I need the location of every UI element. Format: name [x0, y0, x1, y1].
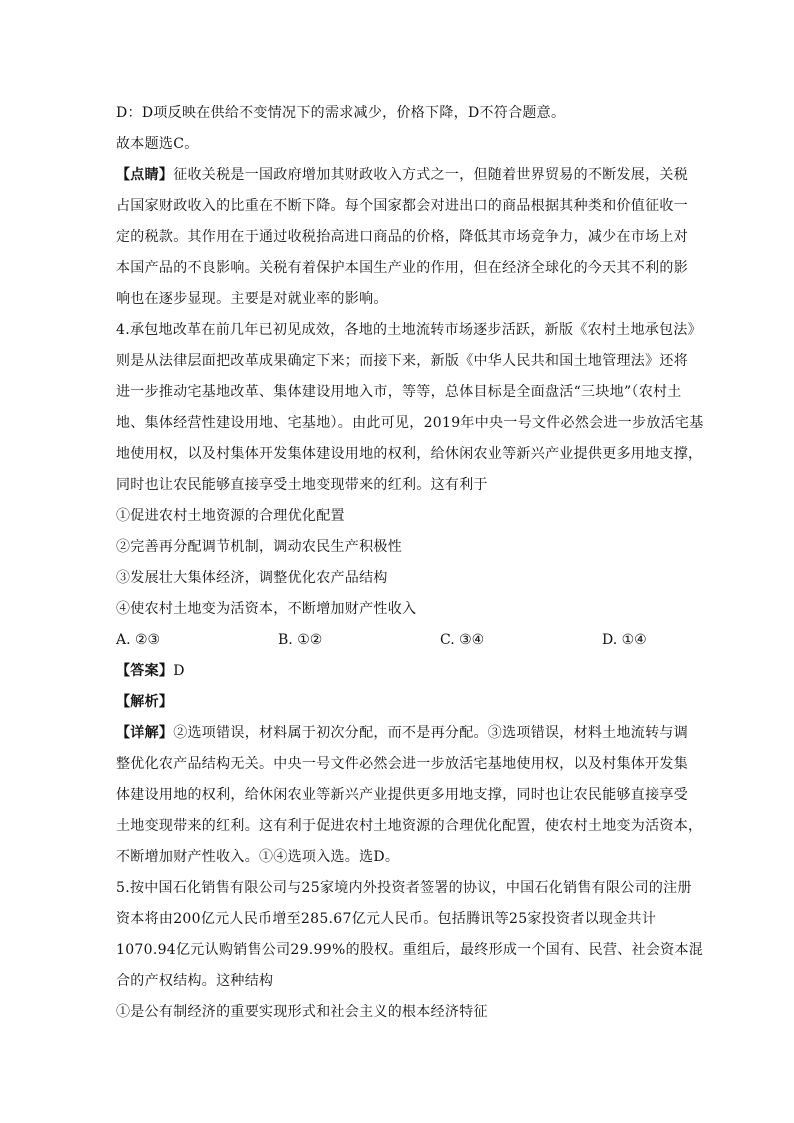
q4-stem-line: 地、集体经营性建设用地、宅基地）。由此可见，2019年中央一号文件必然会进一步放活宅基 [116, 415, 704, 431]
q5-statement: ①是公有制经济的重要实现形式和社会主义的根本经济特征 [116, 1004, 488, 1020]
q5-stem-line: 资本将由200亿元人民币增至285.67亿元人民币。包括腾讯等25家投资者以现金共计 [116, 911, 657, 927]
analysis-label: 【解析】 [116, 694, 174, 710]
q4-statement: ④使农村土地变为活资本，不断增加财产性收入 [116, 601, 417, 617]
tip-line [116, 160, 689, 191]
q4-stem-line: 同时也让农民能够直接享受土地变现带来的红利。这有利于 [116, 477, 488, 493]
q4-stem-line: 则是从法律层面把改革成果确定下来；而接下来，新版《中华人民共和国土地管理法》还将 [116, 353, 688, 369]
q4-statement: ②完善再分配调节机制，调动农民生产积极性 [116, 539, 402, 555]
q4-option-a: A. ②③ [116, 632, 161, 648]
q4-stem-line: 4.承包地改革在前几年已初见成效，各地的土地流转市场逐步活跃，新版《农村土地承包法》 [116, 322, 702, 338]
conclusion: 故本题选C。 [116, 136, 199, 152]
q4-statement: ③发展壮大集体经济，调整优化农产品结构 [116, 570, 388, 586]
q4-stem-line: 进一步推动宅基地改革、集体建设用地入市，等等，总体目标是全面盘活“三块地”（农村土 [116, 384, 682, 400]
document-page [116, 98, 704, 1028]
tip-line: 本国产品的不良影响。关税有着保护本国生产业的作用，但在经济全球化的今天其不利的影 [116, 260, 688, 276]
q5-stem-line: 1070.94亿元认购销售公司29.99%的股权。重组后，最终形成一个国有、民营、社会资本混 [116, 942, 704, 958]
q4-options [116, 625, 682, 656]
q4-detail-line: 土地变现带来的红利。这有利于促进农村土地资源的合理优化配置，使农村土地变为活资本， [116, 818, 703, 834]
q4-option-c: C. ③④ [440, 632, 485, 648]
q4-statement: ①促进农村土地资源的合理优化配置 [116, 508, 345, 524]
q4-option-d: D. ①④ [602, 632, 647, 648]
tip-line: 定的税款。其作用在于通过收税抬高进口商品的价格，降低其市场竞争力，减少在市场上对 [116, 229, 688, 245]
tip-text: 征收关税是一国政府增加其财政收入方式之一，但随着世界贸易的不断发展，关税 [173, 167, 689, 183]
q5-stem-line: 5.按中国石化销售有限公司与25家境内外投资者签署的协议，中国石化销售有限公司的注册 [116, 880, 692, 896]
q4-option-b: B. ①② [278, 632, 323, 648]
detail-text: ②选项错误，材料属于初次分配，而不是再分配。③选项错误，材料土地流转与调 [173, 725, 689, 741]
q4-detail-line: 体建设用地的权利，给休闲农业等新兴产业提供更多用地支撑，同时也让农民能够直接享受 [116, 787, 688, 803]
q4-detail-line: 整优化农产品结构无关。中央一号文件必然会进一步放活宅基地使用权，以及村集体开发集 [116, 756, 688, 772]
q4-stem-line: 地使用权，以及村集体开发集体建设用地的权利，给休闲农业等新兴产业提供更多用地支撑， [116, 446, 703, 462]
q4-detail-line: 不断增加财产性收入。①④选项入选。选D。 [116, 849, 400, 865]
tip-line: 占国家财政收入的比重在不断下降。每个国家都会对进出口的商品根据其种类和价值征收一 [116, 198, 688, 214]
option-d-analysis: D：D项反映在供给不变情况下的需求减少，价格下降，D不符合题意。 [116, 105, 566, 121]
q5-stem-line: 合的产权结构。这种结构 [116, 973, 274, 989]
answer-value: D [173, 663, 185, 679]
tip-line: 响也在逐步显现。主要是对就业率的影响。 [116, 291, 388, 307]
answer-label: 【答案】 [116, 663, 174, 679]
q4-answer [116, 656, 682, 687]
tip-label: 【点睛】 [116, 167, 174, 183]
q4-detail-line [116, 718, 689, 749]
detail-label: 【详解】 [116, 725, 174, 741]
